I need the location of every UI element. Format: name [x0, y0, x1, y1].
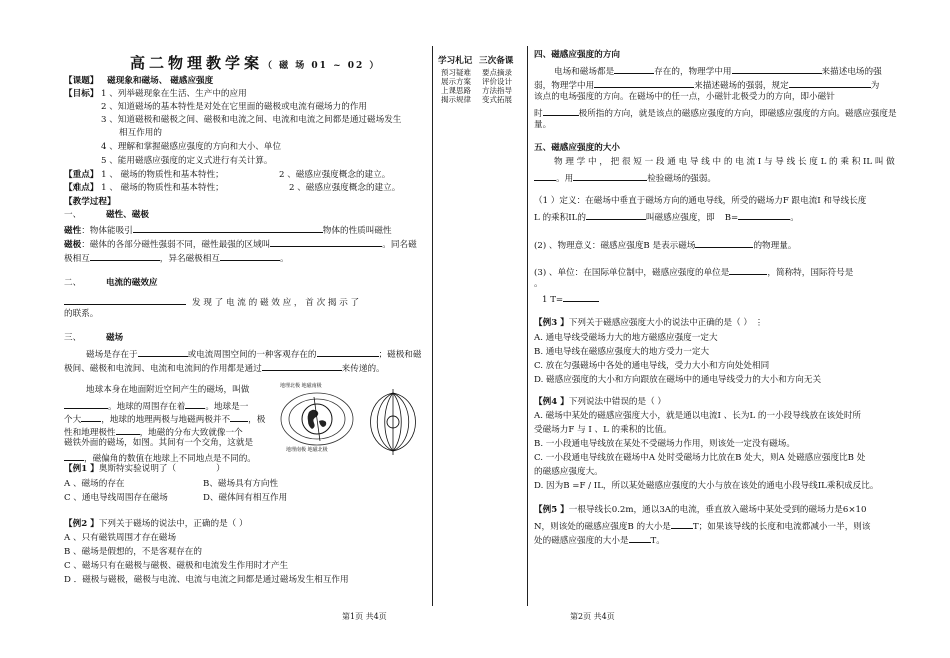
notes-cell: 要点摘录: [482, 68, 512, 77]
text: 检验磁场的强弱。: [647, 174, 716, 184]
page-1-footer: 第1页 共4页: [342, 612, 387, 621]
text: 1 T=: [542, 295, 564, 305]
example-4-option[interactable]: B. 一小段通电导线放在某处不受磁场力作用，则该处一定没有磁场。: [534, 439, 795, 449]
section-1-line-1: [64, 223, 392, 237]
text: ；磁极和磁: [378, 350, 422, 360]
goal-item: 4 、理解和掌握磁感应强度的方向和大小、单位: [101, 142, 282, 152]
text: 磁铁外面的磁场，如图。其间有一个交角，这就是: [64, 438, 254, 448]
text: 弱，物理学中用: [534, 81, 595, 91]
page-title-main: 高二物理教学案: [130, 54, 264, 72]
section-5-line-1: 物 理 学 中 ， 把 很 短 一 段 通 电 导 线 中 的 电 流 I 与 导 线 长 度 L 的 乘 积 IL 叫 做: [554, 157, 895, 167]
fill-blank[interactable]: [543, 106, 579, 116]
section-1-line-3: [64, 251, 289, 265]
example-4-label: 【例4 】: [534, 397, 569, 407]
text: 发 现 了 电 流 的 磁 效 应 ， 首 次 揭 示 了: [192, 298, 360, 308]
example-1-option-c[interactable]: C 、通电导线周围存在磁场: [64, 493, 168, 503]
example-5-line-3: [534, 533, 665, 547]
process-label: 【教学过程】: [64, 197, 116, 207]
example-5-line-2: [534, 519, 871, 533]
term-pole: 磁极: [64, 240, 82, 250]
fill-blank[interactable]: [90, 251, 160, 261]
earth-line: [64, 451, 256, 465]
fill-blank[interactable]: [729, 265, 767, 275]
page-2-footer: 第2页 共4页: [570, 612, 615, 621]
text: ：物体能吸引: [81, 226, 133, 236]
fill-blank[interactable]: [270, 237, 382, 247]
diff-point-2: 2 、磁感应强度概念的建立。: [289, 183, 401, 193]
figure-label-bottom: 地理南极 地磁北极: [286, 447, 328, 453]
fill-blank[interactable]: [262, 361, 342, 371]
text: ，地磁的分布大致就像一个: [139, 428, 243, 438]
notes-cell: 预习疑难: [441, 68, 471, 77]
section-3-heading: [64, 333, 123, 344]
text: 或电流周围空间的一种客观存在的: [187, 350, 317, 360]
text: 下列关于磁感应强度大小的说法中正确的是（ ） ⋮: [568, 318, 764, 328]
example-1-question: [64, 464, 225, 475]
diff-point-1: 1 、 磁场的物质性和基本特性；: [101, 183, 224, 193]
fill-blank[interactable]: [563, 292, 599, 302]
example-1-option-b[interactable]: B、磁场具有方向性: [203, 479, 279, 489]
text: B=: [724, 213, 739, 223]
text: 个大: [64, 415, 82, 425]
example-4-question: [534, 397, 666, 408]
earth-line: [64, 438, 253, 449]
fill-blank[interactable]: [220, 251, 280, 261]
earth-figure-svg: [278, 383, 356, 455]
text: ，极: [248, 415, 266, 425]
term-magnetism: 磁性: [64, 226, 82, 236]
section-3-title: 磁场: [105, 333, 124, 343]
text: ）: [216, 464, 225, 474]
diff-label: 【难点】: [64, 183, 99, 193]
section-4-line-3: 该点的电场强度的方向。在磁场中的任一点，小磁针北极受力的方向，即小磁针: [534, 92, 835, 102]
fill-blank[interactable]: [594, 78, 694, 88]
notes-cell: 评价设计: [482, 77, 512, 86]
notes-cell: 上课思路: [441, 86, 471, 95]
topic-label: 【课题】: [64, 76, 99, 86]
text: 的物理量。: [753, 241, 797, 251]
section-5-title: 五、磁感应强度的大小: [534, 143, 620, 153]
dipole-figure-svg: [360, 389, 426, 455]
text: 。: [790, 213, 799, 223]
section-1-title: 磁性、磁极: [105, 210, 149, 220]
text: 时: [534, 109, 543, 119]
topic-line: [64, 76, 213, 87]
example-4-option[interactable]: C. 一小段通电导线放在磁场中A 处时受磁场力比放在B 处大，则A 处磁感应强度比B 处: [534, 453, 866, 463]
text: 。用: [556, 174, 574, 184]
example-2-label: 【例2 】: [64, 519, 99, 529]
fill-blank[interactable]: [116, 425, 140, 435]
text: 。: [279, 254, 289, 264]
notes-cell: 方法指导: [482, 86, 512, 95]
section-3-number: 三、: [64, 333, 82, 343]
earth-line: [64, 425, 243, 439]
text: 极所指的方向，就是该点的磁感应强度的方向，即磁感应强度的方向。磁感应强度是: [578, 109, 897, 119]
fill-blank[interactable]: [614, 64, 654, 74]
example-4-option[interactable]: D. 因为B =F / IL，所以某处磁感应强度的大小与放在该处的通电小段导线IL乘积成反比。: [534, 481, 879, 491]
example-2-question: [64, 519, 248, 530]
fill-blank[interactable]: [64, 451, 84, 461]
fill-blank[interactable]: [738, 210, 790, 220]
notes-cell: 展示方案: [441, 77, 471, 86]
section-2-number: 二、: [64, 278, 82, 288]
fill-blank[interactable]: [586, 210, 646, 220]
text: 为: [870, 81, 880, 91]
section-3-line-1: [86, 347, 421, 361]
text: 一根导线长0.2m，通以3A的电流，垂直放入磁场中某处受到的磁场力是6×10: [568, 505, 867, 515]
earth-magnetic-field-figure: [278, 383, 356, 455]
fill-blank[interactable]: [230, 412, 248, 422]
tesla-line: [542, 292, 599, 306]
example-3-label: 【例3 】: [534, 318, 569, 328]
text: ：磁体的各部分磁性强弱不同，磁性最强的区域叫: [81, 240, 271, 250]
text: T；如果该导线的长度和电流都减小一半，则该: [692, 522, 871, 532]
text: 。地球的周围存在着: [108, 402, 186, 412]
fill-blank[interactable]: [64, 295, 186, 305]
text: T。: [650, 536, 665, 546]
dipole-field-figure: [360, 389, 426, 455]
fill-blank[interactable]: [133, 223, 323, 233]
text: 物体的性质叫磁性: [322, 226, 392, 236]
fill-blank[interactable]: [695, 238, 753, 248]
text: 来描述电场的强: [821, 67, 882, 77]
earth-line: [64, 412, 265, 426]
example-1-label: 【例1 】: [64, 464, 99, 474]
notes-cell: 揭示规律: [441, 95, 471, 104]
page-title-sub: （ 磁 场 01 ~ 02 ）: [263, 61, 381, 71]
key-point-1: 1 、 磁场的物质性和基本特性；: [101, 170, 224, 180]
section-1-heading: [64, 210, 149, 221]
goal-item: 1 、列举磁现象在生活、生产中的应用: [101, 89, 247, 99]
definition-line-2: [534, 210, 799, 224]
fill-blank[interactable]: [81, 412, 101, 422]
goal-item: 5 、能用磁感应强度的定义式进行有关计算。: [101, 156, 273, 166]
text: 性和地理极性: [64, 428, 116, 438]
example-4-option[interactable]: A. 磁场中某处的磁感应强度大小，就是通以电流I 、长为L 的一小段导线放在该处时所: [534, 411, 862, 421]
fill-blank[interactable]: [671, 519, 693, 529]
key-point-2: 2 、磁感应强度概念的建立。: [279, 170, 391, 180]
definition-line-1: （1 ）定义：在磁场中垂直于磁场方向的通电导线，所受的磁场力F 跟电流I 和导线长度: [534, 196, 867, 206]
example-3-question: [534, 318, 763, 329]
example-2-option[interactable]: B 、磁场是假想的，不是客观存在的: [64, 547, 202, 557]
goals-label: 【目标】: [64, 89, 99, 99]
goal-item: 3 、知道磁极和磁极之间、磁极和电流之间、电流和电流之间都是通过磁场发生: [101, 115, 402, 125]
text: L 的乘积IL的: [534, 213, 586, 223]
text: ，异名磁极相互: [159, 254, 220, 264]
section-2-line-1: [64, 295, 359, 309]
difficulties: [64, 183, 224, 194]
example-4-option-cont: 受磁场力F 与 I 、L 的乘积的比值。: [534, 425, 672, 435]
section-4-title: 四、磁感应强度的方向: [534, 50, 620, 60]
unit-line-end: 。: [534, 279, 543, 289]
section-5-line-2: [534, 171, 716, 185]
notes-divider-left: [432, 46, 433, 606]
text: 。地球是一: [205, 402, 249, 412]
text: 磁场是存在于: [86, 350, 138, 360]
text: 叫磁感应强度，即: [645, 213, 715, 223]
fill-blank[interactable]: [317, 347, 379, 357]
page-title: [130, 54, 380, 73]
figure-label-top: 地理北极 地磁南极: [280, 383, 322, 389]
text: 来描述磁场的强弱，规定: [694, 81, 789, 91]
goal-item: 2 、知道磁场的基本特性是对处在它里面的磁极或电流有磁场力的作用: [101, 102, 368, 112]
example-5-label: 【例5 】: [534, 505, 569, 515]
fill-blank[interactable]: [64, 399, 108, 409]
text: 电场和磁场都是: [554, 67, 615, 77]
goal-item: 相互作用的: [119, 128, 162, 138]
text: ，磁偏角的数值在地球上不同地点是不同的。: [84, 454, 256, 464]
text: N，则该处的磁感应强度B 的大小是: [534, 522, 671, 532]
text: 极相互: [64, 254, 90, 264]
example-5-line-1: [534, 505, 867, 516]
key-points: [64, 170, 224, 181]
example-2-option[interactable]: A 、只有磁铁周围才存在磁场: [64, 533, 177, 543]
example-1-option-d[interactable]: D、磁体间有相互作用: [203, 493, 288, 503]
section-1-line-2: [64, 237, 417, 251]
text: 存在的，物理学中用: [654, 67, 732, 77]
example-4-option-cont: 的磁感应强度大。: [534, 467, 603, 477]
example-2-option[interactable]: C 、磁场只有在磁极与磁极、磁极和电流发生作用时才产生: [64, 561, 289, 571]
fill-blank[interactable]: [138, 347, 188, 357]
text: 下列说法中错误的是（ ）: [568, 397, 667, 407]
fill-blank[interactable]: [732, 64, 822, 74]
unit-line: [534, 265, 853, 279]
section-2-line-2: 的联系。: [64, 309, 99, 319]
text: ，简称特，国际符号是: [767, 268, 854, 278]
text: ，地球的地理两极与地磁两极并不: [101, 415, 231, 425]
text: 奥斯特实验说明了（: [98, 464, 177, 474]
text: 下列关于磁场的说法中，正确的是（ ）: [98, 519, 248, 529]
fill-blank[interactable]: [573, 171, 647, 181]
example-3-option[interactable]: B. 通电导线在磁感应强度大的地方受力一定大: [534, 347, 710, 357]
topic-text: 磁现象和磁场、 磁感应强度: [107, 76, 214, 86]
text: 。同名磁: [382, 240, 417, 250]
example-2-option[interactable]: D ．磁极与磁极，磁极与电流、电流与电流之间都是通过磁场发生相互作用: [64, 575, 349, 585]
key-label: 【重点】: [64, 170, 99, 180]
text: (3) 、单位：在国际单位制中，磁感应强度的单位是: [534, 268, 730, 278]
text: (2) 、物理意义：磁感应强度B 是表示磁场: [534, 241, 696, 251]
physical-meaning-line: [534, 238, 796, 252]
earth-line: 地球本身在地面附近空间产生的磁场，叫做: [86, 385, 250, 395]
fill-blank[interactable]: [534, 171, 556, 181]
fill-blank[interactable]: [789, 78, 871, 88]
notes-heading-2: 三次备课: [479, 56, 514, 66]
text: 来传递的。: [341, 364, 385, 374]
fill-blank[interactable]: [185, 399, 205, 409]
section-2-heading: [64, 278, 158, 289]
text: 极间、磁极和电流间、电流和电流间的作用都是通过: [64, 364, 262, 374]
fill-blank[interactable]: [629, 533, 651, 543]
section-1-number: 一、: [64, 210, 82, 220]
earth-line: [64, 399, 248, 413]
notes-heading-1: 学习札记: [438, 56, 473, 66]
section-3-line-2: [64, 361, 385, 375]
example-3-option[interactable]: D. 磁感应强度的大小和方向跟放在磁场中的通电导线受力的大小和方向无关: [534, 375, 822, 385]
section-4-line-5: 量。: [534, 120, 552, 130]
notes-divider-right: [527, 46, 528, 606]
text: 处的磁感应强度的大小是: [534, 536, 629, 546]
section-2-title: 电流的磁效应: [105, 278, 158, 288]
notes-cell: 变式拓展: [482, 95, 512, 104]
example-1-option-a[interactable]: A 、磁场的存在: [64, 479, 125, 489]
section-4-line-2: [534, 78, 879, 92]
example-3-option[interactable]: A. 通电导线受磁场力大的地方磁感应强度一定大: [534, 333, 718, 343]
section-4-line-1: [554, 64, 882, 78]
example-3-option[interactable]: C. 放在匀强磁场中各处的通电导线，受力大小和方向处处相同: [534, 361, 770, 371]
section-4-line-4: [534, 106, 897, 120]
